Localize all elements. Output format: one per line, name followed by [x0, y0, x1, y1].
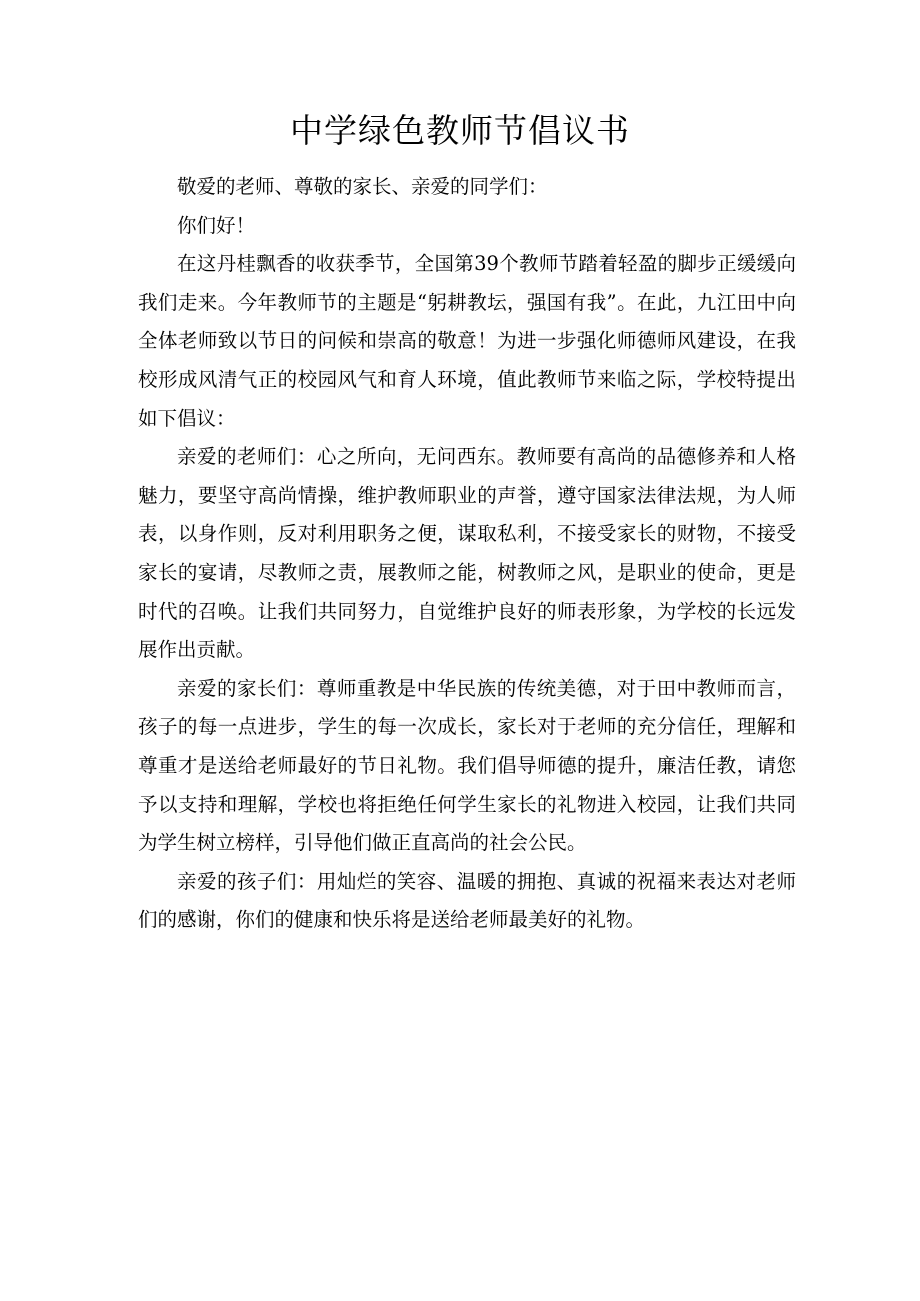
document-body	[138, 168, 796, 940]
salutation: 敬爱的老师、尊敬的家长、亲爱的同学们：	[177, 175, 548, 198]
paragraph-intro: 在这丹桂飘香的收获季节，全国第39个教师节踏着轻盈的脚步正缓缓向我们走来。今年教师节的主题是“躬耕教坛，强国有我”。在此，九江田中向全体老师致以节日的问候和崇高的敬意！为进一步强化师德师风建设，在我校形成风清气正的校园风气和育人环境，值此教师节来临之际，学校特提出如下倡议：	[138, 252, 796, 430]
paragraph-parents: 亲爱的家长们：尊师重教是中华民族的传统美德，对于田中教师而言，孩子的每一点进步，学生的每一次成长，家长对于老师的充分信任，理解和尊重才是送给老师最好的节日礼物。我们倡导师德的提升，廉洁任教，请您予以支持和理解，学校也将拒绝任何学生家长的礼物进入校园，让我们共同为学生树立榜样，引导他们做正直高尚的社会公民。	[138, 676, 796, 855]
paragraph-teachers: 亲爱的老师们：心之所向，无问西东。教师要有高尚的品德修养和人格魅力，要坚守高尚情操，维护教师职业的声誉，遵守国家法律法规，为人师表，以身作则，反对利用职务之便，谋取私利，不接受家长的财物，不接受家长的宴请，尽教师之责，展教师之能，树教师之风，是职业的使命，更是时代的召唤。让我们共同努力，自觉维护良好的师表形象，为学校的长远发展作出贡献。	[138, 445, 796, 662]
document-title: 中学绿色教师节倡议书	[290, 111, 630, 150]
greeting: 你们好！	[177, 213, 256, 237]
paragraph-students: 亲爱的孩子们：用灿烂的笑容、温暖的拥抱、真诚的祝福来表达对老师们的感谢，你们的健康和快乐将是送给老师最美好的礼物。	[138, 869, 796, 932]
